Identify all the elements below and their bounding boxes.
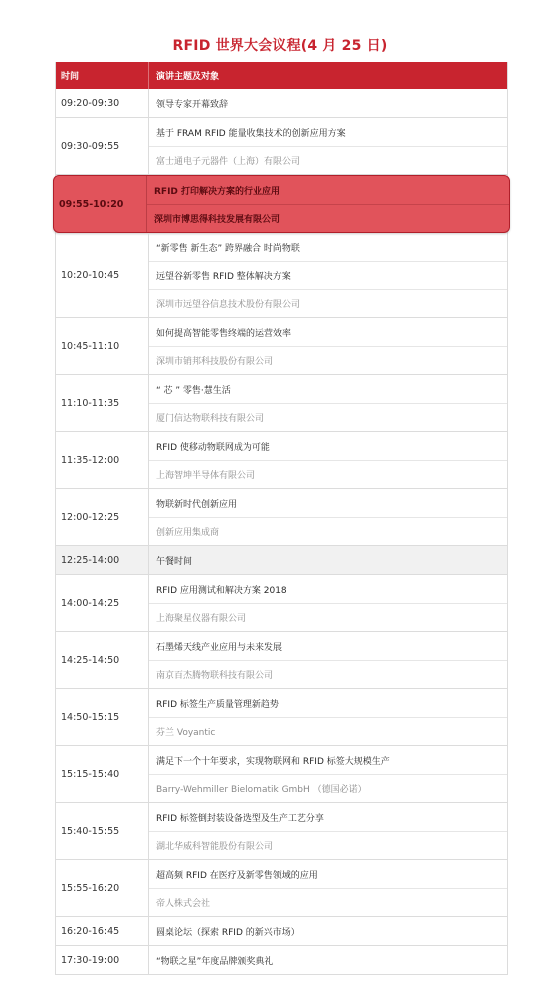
table-row xyxy=(56,632,507,689)
table-row xyxy=(56,746,507,803)
table-row xyxy=(56,489,507,546)
row-topic: 远望谷新零售 RFID 整体解决方案 xyxy=(149,261,507,289)
table-row xyxy=(56,689,507,746)
table-row xyxy=(56,318,507,375)
row-time: 14:25-14:50 xyxy=(56,632,149,688)
table-row xyxy=(56,432,507,489)
row-topic: RFID 使移动物联网成为可能 xyxy=(156,442,270,453)
table-row xyxy=(56,946,507,975)
row-speaker: 上海智坤半导体有限公司 xyxy=(149,460,507,488)
row-topic: 超高频 RFID 在医疗及新零售领域的应用 xyxy=(156,870,318,881)
row-speaker: 深圳市博思得科技发展有限公司 xyxy=(147,204,509,232)
row-time: 09:30-09:55 xyxy=(56,118,149,174)
row-topic: “物联之星”年度品牌颁奖典礼 xyxy=(156,956,274,967)
row-speaker: 创新应用集成商 xyxy=(149,517,507,545)
table-row xyxy=(56,233,507,318)
row-time: 15:15-15:40 xyxy=(56,746,149,802)
row-speaker: 深圳市销邦科技股份有限公司 xyxy=(149,346,507,374)
row-speaker: 富士通电子元器件（上海）有限公司 xyxy=(149,146,507,174)
header-time: 时间 xyxy=(56,62,149,89)
header-topic: 演讲主题及对象 xyxy=(156,72,220,82)
row-speaker: Barry-Wehmiller Bielomatik GmbH （德国必诺） xyxy=(149,774,507,802)
row-time: 09:20-09:30 xyxy=(56,89,149,117)
row-time: 12:25-14:00 xyxy=(56,546,149,574)
page-title: RFID 世界大会议程(4 月 25 日) xyxy=(172,38,388,54)
row-speaker: 帝人株式会社 xyxy=(149,888,507,916)
row-time: 14:00-14:25 xyxy=(56,575,149,631)
table-row xyxy=(56,575,507,632)
row-topic: 满足下一个十年要求，实现物联网和 RFID 标签大规模生产 xyxy=(156,756,390,767)
row-topic: RFID 标签倒封装设备选型及生产工艺分享 xyxy=(156,813,324,824)
agenda-table xyxy=(55,62,508,975)
row-topic: RFID 标签生产质量管理新趋势 xyxy=(156,699,279,710)
row-time: 10:45-11:10 xyxy=(56,318,149,374)
table-row xyxy=(56,917,507,946)
table-row xyxy=(56,860,507,917)
row-topic: RFID 打印解决方案的行业应用 xyxy=(154,186,281,197)
row-time: 12:00-12:25 xyxy=(56,489,149,545)
table-row xyxy=(56,803,507,860)
row-speaker: 上海聚星仪器有限公司 xyxy=(149,603,507,631)
row-topic: 圆桌论坛（探索 RFID 的新兴市场） xyxy=(156,927,300,938)
row-time: 11:10-11:35 xyxy=(56,375,149,431)
row-topic: 物联新时代创新应用 xyxy=(156,499,238,510)
row-speaker: 厦门信达物联科技有限公司 xyxy=(149,403,507,431)
row-time: 09:55-10:20 xyxy=(54,176,147,232)
row-topic: 领导专家开幕致辞 xyxy=(156,99,229,110)
table-row-highlighted xyxy=(53,175,510,233)
row-time: 14:50-15:15 xyxy=(56,689,149,745)
row-topic: RFID 应用测试和解决方案 2018 xyxy=(156,585,287,596)
table-header xyxy=(56,62,507,89)
row-topic: “ 芯 ” 零售·慧生活 xyxy=(156,385,231,396)
row-time: 15:55-16:20 xyxy=(56,860,149,916)
row-topic: 午餐时间 xyxy=(149,546,507,574)
row-time: 11:35-12:00 xyxy=(56,432,149,488)
row-time: 16:20-16:45 xyxy=(56,917,149,945)
table-row xyxy=(56,89,507,118)
row-speaker: 芬兰 Voyantic xyxy=(149,717,507,745)
row-topic: 石墨烯天线产业应用与未来发展 xyxy=(156,642,283,653)
row-speaker: 湖北华威科智能股份有限公司 xyxy=(149,831,507,859)
row-speaker: 南京百杰腾物联科技有限公司 xyxy=(149,660,507,688)
row-topic: 如何提高智能零售终端的运营效率 xyxy=(156,328,292,339)
row-speaker: 深圳市远望谷信息技术股份有限公司 xyxy=(149,289,507,317)
row-time: 10:20-10:45 xyxy=(56,233,149,317)
table-row xyxy=(56,375,507,432)
row-time: 17:30-19:00 xyxy=(56,946,149,974)
table-row xyxy=(56,118,507,175)
row-time: 15:40-15:55 xyxy=(56,803,149,859)
table-row-lunch xyxy=(56,546,507,575)
row-topic: 基于 FRAM RFID 能量收集技术的创新应用方案 xyxy=(156,128,346,139)
row-topic: “新零售 新生态” 跨界融合 时尚物联 xyxy=(156,243,300,254)
